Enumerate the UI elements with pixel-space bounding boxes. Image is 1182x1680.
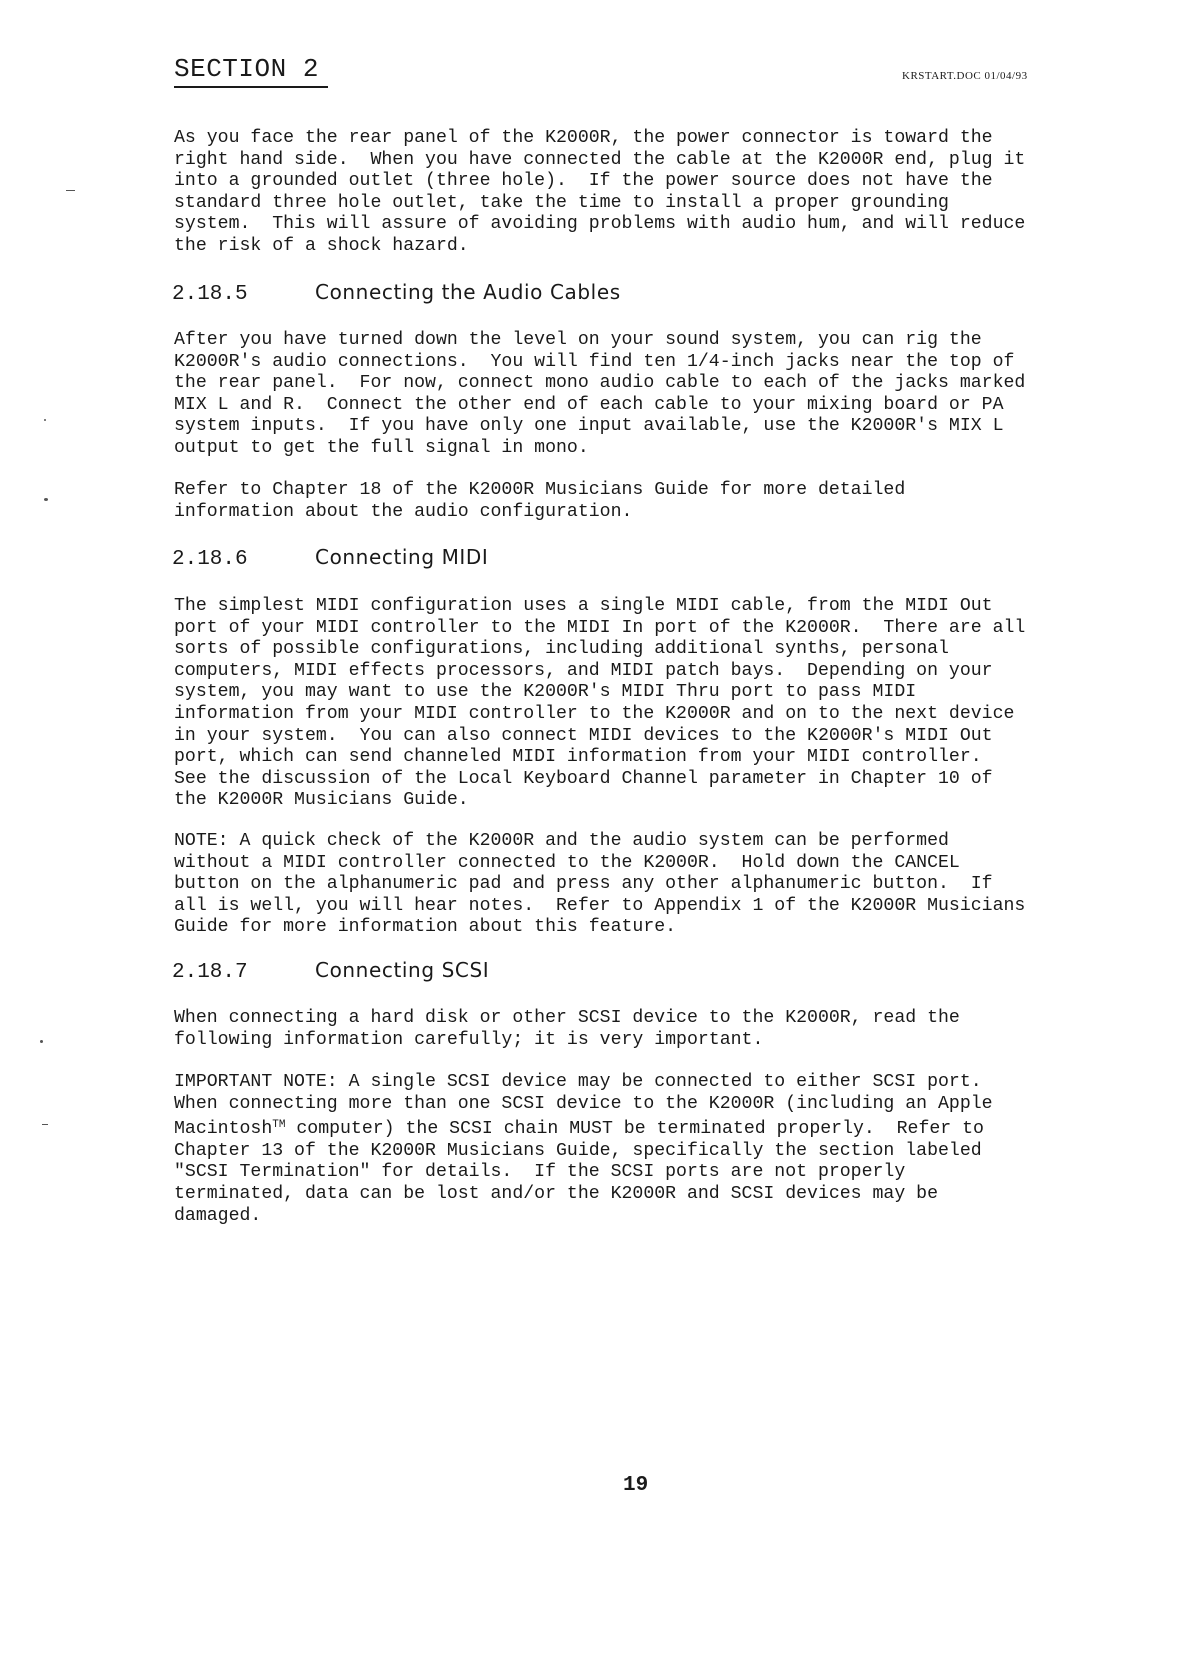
text-line: the K2000R Musicians Guide. bbox=[174, 790, 469, 811]
scsi-important-note bbox=[174, 1072, 1134, 1227]
text-line: button on the alphanumeric pad and press any other alphanumeric button. If bbox=[174, 874, 993, 895]
text-line: output to get the full signal in mono. bbox=[174, 437, 589, 458]
scan-speck bbox=[44, 419, 46, 421]
section-heading-audio bbox=[172, 280, 621, 306]
audio-reference-paragraph bbox=[174, 480, 1134, 523]
trademark-mark: TM bbox=[272, 1119, 286, 1132]
intro-paragraph bbox=[174, 128, 1134, 258]
text-line: information about the audio configuration. bbox=[174, 501, 633, 522]
scan-speck bbox=[40, 1040, 43, 1043]
section-heading-title: Connecting SCSI bbox=[315, 958, 490, 982]
text-line: computer) the SCSI chain MUST be terminated properly. Refer to bbox=[296, 1119, 984, 1140]
text-line: Chapter 13 of the K2000R Musicians Guide, specifically the section labeled bbox=[174, 1140, 982, 1161]
text-line: IMPORTANT NOTE: A single SCSI device may be connected to either SCSI port. bbox=[174, 1072, 982, 1092]
text-line: system. This will assure of avoiding problems with audio hum, and will reduce bbox=[174, 214, 1026, 235]
text-line: Guide for more information about this feature. bbox=[174, 917, 677, 938]
text-line: sorts of possible configurations, including additional synths, personal bbox=[174, 639, 949, 660]
text-line: standard three hole outlet, take the time to install a proper grounding bbox=[174, 192, 949, 213]
text-line: Refer to Chapter 18 of the K2000R Musicians Guide for more detailed bbox=[174, 480, 906, 500]
section-number: 2.18.5 bbox=[172, 283, 248, 306]
audio-paragraph bbox=[174, 330, 1134, 460]
text-line: After you have turned down the level on your sound system, you can rig the bbox=[174, 330, 982, 350]
text-line: NOTE: A quick check of the K2000R and the audio system can be performed bbox=[174, 831, 949, 851]
text-line: port, which can send channeled MIDI information from your MIDI controller. bbox=[174, 747, 982, 768]
scan-speck bbox=[42, 1124, 48, 1125]
midi-paragraph bbox=[174, 596, 1134, 812]
text-line: right hand side. When you have connected the cable at the K2000R end, plug it bbox=[174, 149, 1026, 170]
text-line: As you face the rear panel of the K2000R, the power connector is toward the bbox=[174, 128, 993, 148]
text-line: The simplest MIDI configuration uses a single MIDI cable, from the MIDI Out bbox=[174, 596, 993, 616]
section-number: 2.18.6 bbox=[172, 548, 248, 571]
text-line: port of your MIDI controller to the MIDI In port of the K2000R. There are all bbox=[174, 617, 1026, 638]
text-line: all is well, you will hear notes. Refer to Appendix 1 of the K2000R Musicians bbox=[174, 895, 1026, 916]
section-heading-scsi bbox=[172, 958, 489, 984]
text-line: When connecting more than one SCSI device to the K2000R (including an Apple bbox=[174, 1093, 993, 1114]
macintosh-word: Macintosh bbox=[174, 1119, 273, 1140]
text-line: When connecting a hard disk or other SCSI device to the K2000R, read the bbox=[174, 1008, 960, 1028]
text-line: "SCSI Termination" for details. If the SCSI ports are not properly bbox=[174, 1162, 906, 1183]
text-line: system, you may want to use the K2000R's MIDI Thru port to pass MIDI bbox=[174, 682, 917, 703]
text-line: the risk of a shock hazard. bbox=[174, 235, 469, 256]
scan-speck bbox=[66, 190, 75, 191]
text-line: into a grounded outlet (three hole). If the power source does not have the bbox=[174, 171, 993, 192]
text-line: without a MIDI controller connected to the K2000R. Hold down the CANCEL bbox=[174, 852, 960, 873]
scsi-paragraph bbox=[174, 1008, 1134, 1051]
section-heading-title: Connecting the Audio Cables bbox=[315, 280, 621, 304]
section-heading-title: Connecting MIDI bbox=[315, 545, 489, 569]
page-number: 19 bbox=[623, 1474, 649, 1497]
text-line: information from your MIDI controller to the K2000R and on to the next device bbox=[174, 703, 1015, 724]
text-line: the rear panel. For now, connect mono audio cable to each of the jacks marked bbox=[174, 373, 1026, 394]
text-line: following information carefully; it is very important. bbox=[174, 1029, 764, 1050]
text-line: system inputs. If you have only one input available, use the K2000R's MIX L bbox=[174, 416, 1004, 437]
midi-note-paragraph bbox=[174, 831, 1134, 939]
section-heading-midi bbox=[172, 545, 488, 571]
text-line: terminated, data can be lost and/or the K2000R and SCSI devices may be bbox=[174, 1183, 938, 1204]
text-line: computers, MIDI effects processors, and MIDI patch bays. Depending on your bbox=[174, 660, 993, 681]
text-line: damaged. bbox=[174, 1205, 262, 1226]
section-title: SECTION 2 bbox=[174, 54, 328, 88]
scan-speck bbox=[44, 498, 48, 501]
text-line: MIX L and R. Connect the other end of each cable to your mixing board or PA bbox=[174, 394, 1004, 415]
section-number: 2.18.7 bbox=[172, 961, 248, 984]
text-line: in your system. You can also connect MIDI devices to the K2000R's MIDI Out bbox=[174, 725, 993, 746]
document-reference: KRSTART.DOC 01/04/93 bbox=[902, 70, 1028, 82]
text-line: See the discussion of the Local Keyboard Channel parameter in Chapter 10 of bbox=[174, 768, 993, 789]
text-line: K2000R's audio connections. You will find ten 1/4-inch jacks near the top of bbox=[174, 351, 1015, 372]
